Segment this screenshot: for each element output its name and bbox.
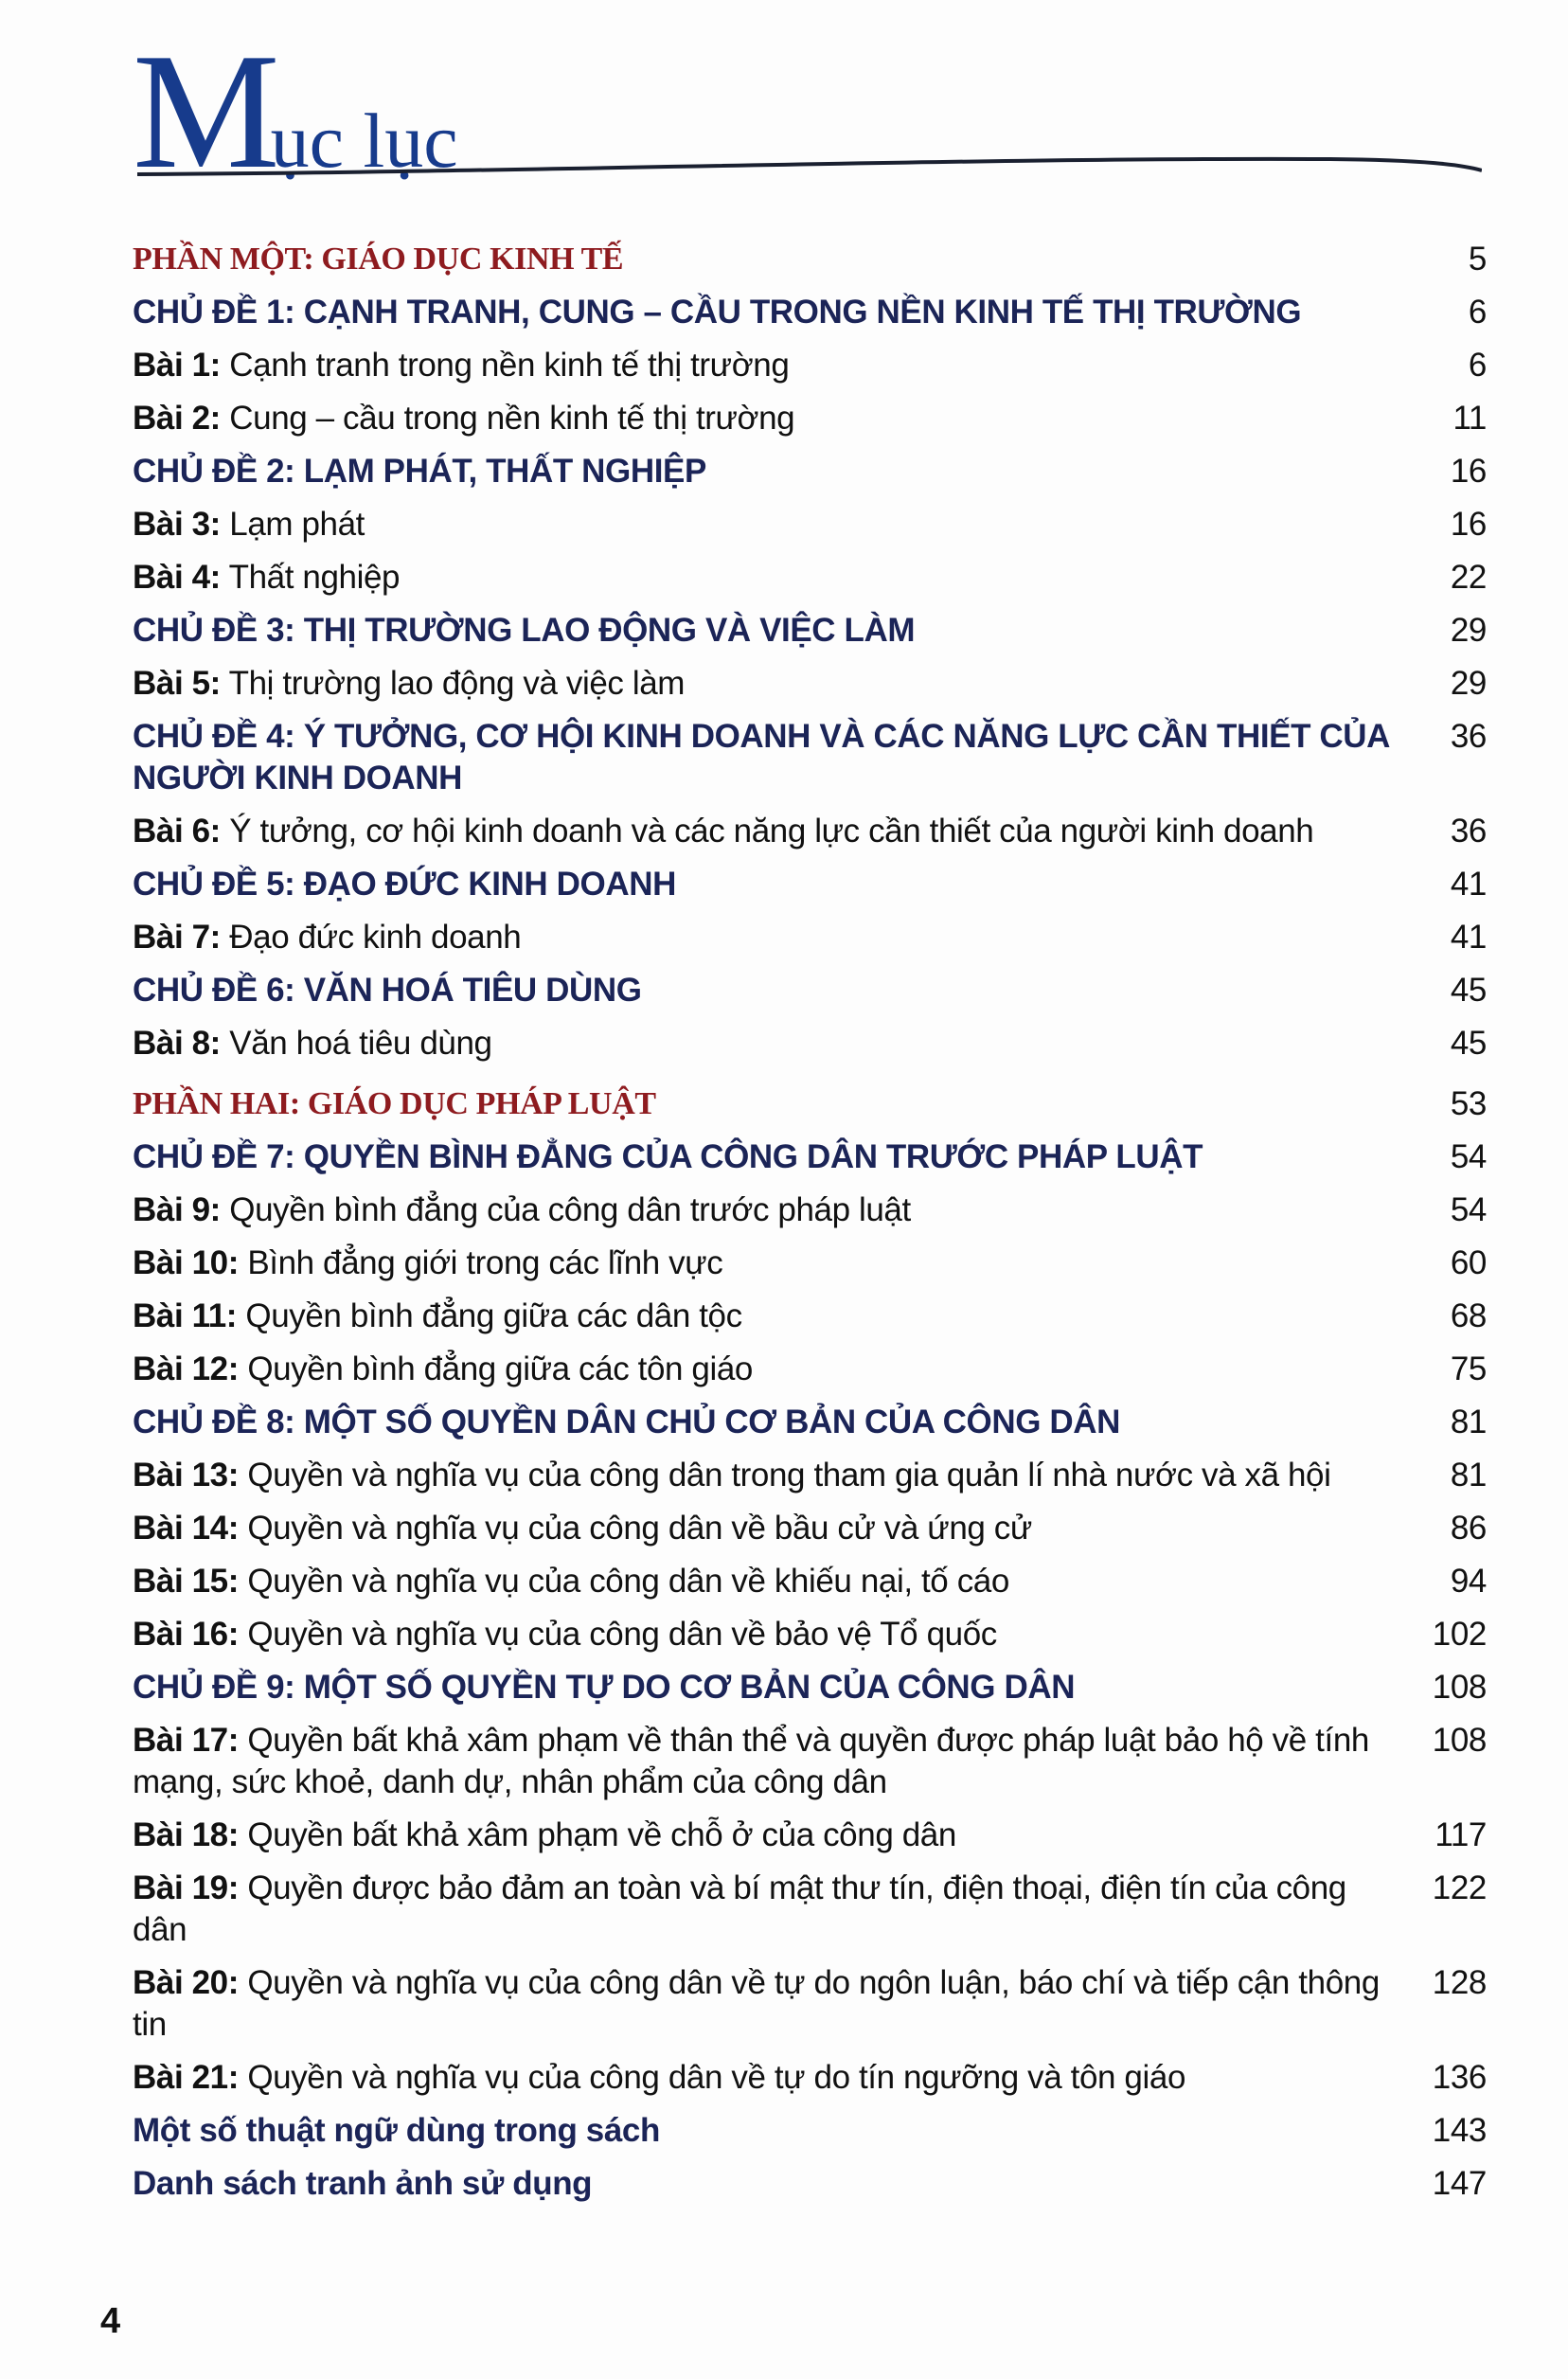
- entry-text: [133, 1455, 1392, 1496]
- entry-text: [133, 239, 1392, 280]
- lesson-label: Bài 3:: [133, 506, 221, 543]
- entry-text: [133, 2057, 1392, 2099]
- entry-page: 108: [1432, 1669, 1487, 1706]
- entry-title: Quyền và nghĩa vụ của công dân trong tham gia quản lí nhà nước và xã hội: [247, 1457, 1331, 1494]
- lesson-label: Bài 6:: [133, 813, 221, 850]
- entry-title: CHỦ ĐỀ 3: THỊ TRƯỜNG LAO ĐỘNG VÀ VIỆC LÀM: [133, 612, 916, 649]
- entry-text: [133, 970, 1392, 1011]
- entry-page: 29: [1450, 612, 1487, 649]
- entry-title: Quyền bất khả xâm phạm về thân thể và quyền được pháp luật bảo hộ về tính mạng, sức khoẻ, danh dự, nhân phẩm của công dân: [133, 1722, 1369, 1800]
- lesson-label: Bài 11:: [133, 1297, 238, 1334]
- toc-entry-topic[interactable]: [133, 964, 1487, 1017]
- entry-title: PHẦN HAI: GIÁO DỤC PHÁP LUẬT: [133, 1086, 656, 1121]
- toc-entry-topic[interactable]: [133, 1131, 1487, 1184]
- toc-entry-topic[interactable]: [133, 1396, 1487, 1449]
- entry-page: 16: [1450, 453, 1487, 490]
- toc-entry-topic[interactable]: [133, 445, 1487, 498]
- entry-title: CHỦ ĐỀ 9: MỘT SỐ QUYỀN TỰ DO CƠ BẢN CỦA CÔNG DÂN: [133, 1669, 1076, 1706]
- entry-title: Quyền và nghĩa vụ của công dân về bảo vệ Tổ quốc: [247, 1616, 997, 1653]
- toc-entry-topic[interactable]: [133, 286, 1487, 339]
- entry-title: Lạm phát: [229, 506, 365, 543]
- lesson-label: Bài 15:: [133, 1563, 239, 1600]
- toc-entry-lesson[interactable]: [133, 551, 1487, 604]
- entry-page: 11: [1452, 400, 1487, 437]
- entry-page: 54: [1450, 1191, 1487, 1228]
- toc-entry-topic[interactable]: [133, 858, 1487, 911]
- entry-text: [133, 1136, 1392, 1178]
- entry-page: 54: [1450, 1138, 1487, 1175]
- entry-title: CHỦ ĐỀ 4: Ý TƯỞNG, CƠ HỘI KINH DOANH VÀ CÁC NĂNG LỰC CẦN THIẾT CỦA NGƯỜI KINH DOANH: [133, 718, 1389, 796]
- toc-entry-lesson[interactable]: [133, 1343, 1487, 1396]
- toc-entry-extra[interactable]: [133, 2104, 1487, 2157]
- entry-title: CHỦ ĐỀ 6: VĂN HOÁ TIÊU DÙNG: [133, 972, 642, 1009]
- entry-title: Quyền bình đẳng của công dân trước pháp luật: [229, 1191, 911, 1228]
- entry-title: Quyền và nghĩa vụ của công dân về tự do tín ngưỡng và tôn giáo: [247, 2059, 1186, 2096]
- toc-entry-topic[interactable]: [133, 604, 1487, 657]
- entry-title: Quyền và nghĩa vụ của công dân về khiếu nại, tố cáo: [247, 1563, 1009, 1600]
- entry-page: 45: [1450, 972, 1487, 1009]
- entry-title: CHỦ ĐỀ 5: ĐẠO ĐỨC KINH DOANH: [133, 866, 676, 903]
- entry-title: Văn hoá tiêu dùng: [229, 1025, 492, 1062]
- entry-page: 41: [1450, 866, 1487, 903]
- entry-text: [133, 1190, 1392, 1231]
- lesson-label: Bài 5:: [133, 665, 221, 702]
- lesson-label: Bài 17:: [133, 1722, 239, 1759]
- entry-text: [133, 398, 1392, 439]
- entry-page: 6: [1468, 294, 1487, 331]
- entry-text: [133, 610, 1392, 652]
- lesson-label: Bài 9:: [133, 1191, 221, 1228]
- entry-page: 60: [1450, 1244, 1487, 1281]
- lesson-label: Bài 14:: [133, 1510, 239, 1547]
- lesson-label: Bài 4:: [133, 559, 221, 596]
- entry-page: 128: [1432, 1964, 1487, 2001]
- lesson-label: Bài 13:: [133, 1457, 239, 1494]
- entry-page: 81: [1450, 1404, 1487, 1440]
- toc-entry-part[interactable]: [133, 1078, 1487, 1131]
- entry-text: [133, 1296, 1392, 1337]
- lesson-label: Bài 8:: [133, 1025, 221, 1062]
- entry-title: Cung – cầu trong nền kinh tế thị trường: [229, 400, 795, 437]
- lesson-label: Bài 2:: [133, 400, 221, 437]
- entry-text: [133, 1614, 1392, 1655]
- toc-entry-lesson[interactable]: [133, 805, 1487, 858]
- title-initial: M: [133, 19, 280, 203]
- entry-title: Quyền và nghĩa vụ của công dân về bầu cử và ứng cử: [247, 1510, 1032, 1547]
- toc-entry-lesson[interactable]: [133, 911, 1487, 964]
- entry-title: Đạo đức kinh doanh: [229, 919, 522, 956]
- entry-title: PHẦN MỘT: GIÁO DỤC KINH TẾ: [133, 241, 624, 277]
- entry-text: [133, 811, 1392, 852]
- entry-page: 22: [1450, 559, 1487, 596]
- toc-entry-lesson[interactable]: [133, 1237, 1487, 1290]
- toc-entry-lesson[interactable]: [133, 1862, 1487, 1957]
- entry-title: Bình đẳng giới trong các lĩnh vực: [247, 1244, 723, 1281]
- entry-page: 86: [1450, 1510, 1487, 1547]
- entry-text: [133, 1667, 1392, 1708]
- entry-text: [133, 663, 1392, 705]
- lesson-label: Bài 18:: [133, 1816, 239, 1853]
- toc-entry-lesson[interactable]: [133, 392, 1487, 445]
- entry-page: 94: [1450, 1563, 1487, 1600]
- lesson-label: Bài 19:: [133, 1869, 239, 1906]
- entry-title: Quyền bất khả xâm phạm về chỗ ở của công dân: [247, 1816, 956, 1853]
- entry-page: 36: [1450, 718, 1487, 755]
- entry-text: [133, 1083, 1392, 1125]
- title-rest: ục lục: [270, 98, 458, 184]
- entry-title: Quyền được bảo đảm an toàn và bí mật thư tín, điện thoại, điện tín của công dân: [133, 1869, 1346, 1948]
- toc-entry-lesson[interactable]: [133, 1714, 1487, 1809]
- entry-text: [133, 1720, 1392, 1803]
- entry-page: 36: [1450, 813, 1487, 850]
- entry-title: CHỦ ĐỀ 2: LẠM PHÁT, THẤT NGHIỆP: [133, 453, 706, 490]
- entry-page: 68: [1450, 1297, 1487, 1334]
- entry-title: CHỦ ĐỀ 1: CẠNH TRANH, CUNG – CẦU TRONG NỀN KINH TẾ THỊ TRƯỜNG: [133, 294, 1302, 331]
- lesson-label: Bài 21:: [133, 2059, 239, 2096]
- entry-text: [133, 2163, 1392, 2205]
- entry-text: [133, 1962, 1392, 2046]
- entry-text: [133, 504, 1392, 546]
- toc-entry-lesson[interactable]: [133, 498, 1487, 551]
- toc-entry-topic[interactable]: [133, 710, 1487, 805]
- entry-title: Danh sách tranh ảnh sử dụng: [133, 2165, 593, 2202]
- entry-text: [133, 917, 1392, 958]
- entry-page: 41: [1450, 919, 1487, 956]
- entry-page: 75: [1450, 1350, 1487, 1387]
- entry-page: 16: [1450, 506, 1487, 543]
- entry-text: [133, 2110, 1392, 2152]
- lesson-label: Bài 20:: [133, 1964, 239, 2001]
- toc-entry-lesson[interactable]: [133, 657, 1487, 710]
- entry-title: Quyền và nghĩa vụ của công dân về tự do ngôn luận, báo chí và tiếp cận thông tin: [133, 1964, 1380, 2043]
- toc-entry-part[interactable]: [133, 233, 1487, 286]
- entry-title: Ý tưởng, cơ hội kinh doanh và các năng lực cần thiết của người kinh doanh: [229, 813, 1314, 850]
- entry-title: Quyền bình đẳng giữa các dân tộc: [245, 1297, 742, 1334]
- toc-entry-lesson[interactable]: [133, 1555, 1487, 1608]
- entry-text: [133, 292, 1392, 333]
- title-underline: [137, 152, 1482, 180]
- toc-entry-lesson[interactable]: [133, 1809, 1487, 1862]
- toc-entry-lesson[interactable]: [133, 339, 1487, 392]
- toc-entry-extra[interactable]: [133, 2157, 1487, 2210]
- toc-entry-topic[interactable]: [133, 1661, 1487, 1714]
- entry-text: [133, 451, 1392, 492]
- entry-text: [133, 1508, 1392, 1549]
- entry-title: Quyền bình đẳng giữa các tôn giáo: [247, 1350, 753, 1387]
- entry-text: [133, 716, 1392, 799]
- toc-entry-lesson[interactable]: [133, 1608, 1487, 1661]
- entry-page: 117: [1434, 1816, 1487, 1853]
- lesson-label: Bài 10:: [133, 1244, 239, 1281]
- entry-text: [133, 864, 1392, 905]
- entry-page: 81: [1450, 1457, 1487, 1494]
- entry-page: 147: [1432, 2165, 1487, 2202]
- entry-page: 6: [1468, 347, 1487, 384]
- lesson-label: Bài 1:: [133, 347, 221, 384]
- entry-page: 29: [1450, 665, 1487, 702]
- entry-title: Thị trường lao động và việc làm: [228, 665, 686, 702]
- entry-text: [133, 557, 1392, 599]
- entry-title: Cạnh tranh trong nền kinh tế thị trường: [229, 347, 790, 384]
- entry-page: 122: [1432, 1869, 1487, 1906]
- entry-title: CHỦ ĐỀ 8: MỘT SỐ QUYỀN DÂN CHỦ CƠ BẢN CỦA CÔNG DÂN: [133, 1404, 1121, 1440]
- entry-text: [133, 1868, 1392, 1951]
- lesson-label: Bài 7:: [133, 919, 221, 956]
- toc-entry-lesson[interactable]: [133, 1184, 1487, 1237]
- toc-entry-lesson[interactable]: [133, 1290, 1487, 1343]
- lesson-label: Bài 12:: [133, 1350, 239, 1387]
- page-number: 4: [100, 2301, 121, 2341]
- entry-page: 136: [1432, 2059, 1487, 2096]
- entry-page: 53: [1450, 1085, 1487, 1122]
- entry-page: 143: [1432, 2112, 1487, 2149]
- entry-text: [133, 1815, 1392, 1856]
- entry-text: [133, 1243, 1392, 1284]
- toc-entry-lesson[interactable]: [133, 1502, 1487, 1555]
- entry-text: [133, 1561, 1392, 1602]
- toc-entry-lesson[interactable]: [133, 1449, 1487, 1502]
- entry-text: [133, 1023, 1392, 1064]
- toc-entry-lesson[interactable]: [133, 2051, 1487, 2104]
- entry-text: [133, 1402, 1392, 1443]
- entry-text: [133, 345, 1392, 386]
- entry-page: 108: [1432, 1722, 1487, 1759]
- entry-page: 102: [1432, 1616, 1487, 1653]
- toc-entry-lesson[interactable]: [133, 1957, 1487, 2051]
- entry-text: [133, 1349, 1392, 1390]
- entry-page: 45: [1450, 1025, 1487, 1062]
- entry-title: Thất nghiệp: [228, 559, 401, 596]
- entry-title: CHỦ ĐỀ 7: QUYỀN BÌNH ĐẲNG CỦA CÔNG DÂN TRƯỚC PHÁP LUẬT: [133, 1138, 1203, 1175]
- entry-title: Một số thuật ngữ dùng trong sách: [133, 2112, 660, 2149]
- entry-page: 5: [1468, 241, 1487, 277]
- toc-entry-lesson[interactable]: [133, 1017, 1487, 1070]
- lesson-label: Bài 16:: [133, 1616, 239, 1653]
- table-of-contents: [133, 225, 1487, 2210]
